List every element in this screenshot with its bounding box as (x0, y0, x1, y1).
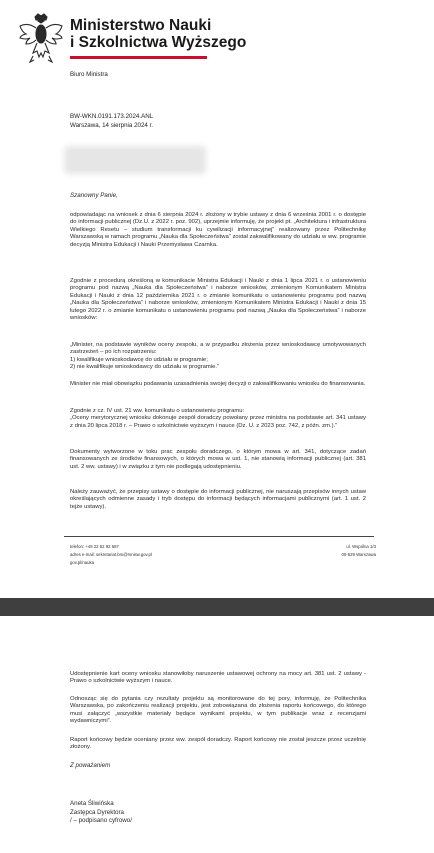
footer-contact (70, 543, 152, 567)
paragraph-text: Minister nie miał obowiązku podawania uzasadnienia swojej decyzji o zakwalifikowaniu wniosku do finansowania. (70, 381, 366, 387)
footer-divider (64, 536, 374, 537)
redacted-recipient-address (64, 146, 206, 174)
footer-website: gov.pl/nauka (70, 560, 95, 565)
list-item: 1) kwalifikuje wnioskodawcę do udziału w programie; (70, 356, 208, 363)
paragraph-text: Należy zauważyć, że przepisy ustawy o dostępie do informacji publicznej, nie naruszają przepisów innych ustaw określających odmienne zasady i tryb dostępu do informacji będących informacjami publicznymi (art. 1 ust. 2 tejże ustawy). (70, 489, 366, 510)
paragraph-procedure (70, 278, 366, 322)
paragraph-text: Odnosząc się do pytania czy rezultaty projektu są monitorowane do tej pory, informuję, że Politechnika Warszawska, po zakończeniu realizacji projektu, jest zobowiązana do złożenia raportu końcowego, do którego musi załączyć „wszystkie materiały będące wynikami projektu, w tym publikacje wraz z recenzjami wydawniczymi”. (70, 695, 366, 725)
ministry-name (70, 17, 246, 51)
salutation: Szanowny Panie, (70, 192, 118, 199)
paragraph-access-law (70, 489, 366, 511)
signature-block (70, 800, 132, 826)
page-separator (0, 598, 434, 616)
letter-page-2 (0, 616, 434, 853)
footer-city: 00-529 Warszawa (341, 552, 376, 557)
reference-number: BW-WKN.0191.173.2024.ANL (70, 113, 154, 120)
paragraph-request-info (70, 212, 366, 249)
footer-email: adres e-mail: sekretariat.bm@mnisw.gov.pl (70, 552, 152, 557)
paragraph-monitoring (70, 690, 366, 731)
paragraph-text: Dokumenty wytworzone w toku prac zespołu doradczego, o którym mowa w art. 341, dotyczące zadań finansowanych ze środków finansowych, o których mowa w ust. 1, nie stanowią informacji publicznej (art. 381 ust. 2 ww. ustawy) i w związku z tym nie podlegają udostępnieniu. (70, 449, 366, 470)
paragraph-text: Raport końcowy będzie oceniany przez ww. zespół doradczy. Raport końcowy nie został jeszcze przez uczelnię złożony. (70, 736, 366, 751)
paragraph-quote-minister (70, 342, 366, 372)
paragraph-text: Zgodnie z procedurą określoną w komunikacie Ministra Edukacji i Nauki z dnia 1 lipca 2021 r. o ustanowieniu programu pod nazwą „Nauka dla Społeczeństwa” i naborze wniosków, zmienionym Komunikatem Ministra Edukacji i Nauki z dnia 12 października 2021 r. o zmianie komunikatu o ustanowieniu programu pod nazwą „Nauka dla Społeczeństwa” i naborze wniosków, zmienionym Komunikatem Ministra Edukacji i Nauki z dnia 15 lutego 2022 r. o zmianie komunikatu o ustanowieniu programu pod nazwą „Nauka dla Społeczeństwa” i naborze wniosków: (70, 278, 366, 322)
footer-phone: telefon: +48 22 52 92 687 (70, 544, 119, 549)
list-item: 2) nie kwalifikuje wnioskodawcy do udziału w programie.” (70, 364, 219, 371)
paragraph-text: Zgodnie z cz. IV ust. 21 ww. komunikatu o ustanowieniu programu: (70, 408, 245, 414)
signer-name: Aneta Śliwińska (70, 800, 114, 807)
reference-block (70, 113, 153, 130)
paragraph-text: „Minister, na podstawie wyników oceny zespołu, a w przypadku złożenia przez wnioskodawcę umotywowanych zastrzeżeń – po ich rozpatrzeniu: (70, 342, 366, 356)
polish-eagle-emblem-icon (18, 12, 64, 68)
paragraph-documents (70, 449, 366, 471)
paragraph-text: Udostępnienie kart oceny wniosku stanowiłoby naruszenie ustawowej ochrony na mocy art. 381 ust. 2 ustawy - Prawo o szkolnictwie wyższym i nauce. (70, 670, 366, 685)
paragraph-no-justification (70, 381, 366, 388)
ministry-name-line2: i Szkolnictwa Wyższego (70, 34, 247, 51)
closing-regards: Z poważaniem (70, 762, 111, 769)
paragraph-text: odpowiadając na wniosek z dnia 6 sierpnia 2024 r. złożony w trybie ustawy z dnia 6 września 2001 r. o dostępie do informacji publicznej (Dz.U. z 2022 r. poz. 902), uprzejmie informuję, że projekt pt. „Architektura i infrastruktura Wielkiego Resetu – studium transformacji ku cywilizacji informacyjnej” realizowany przez Politechnikę Warszawską w ramach programu „Nauka dla Społeczeństwa” został zakwalifikowany do udziału w ww. programie decyzją Ministra Edukacji i Nauki Przemysława Czarnka. (70, 212, 366, 248)
ministry-name-line1: Ministerstwo Nauki (70, 17, 212, 34)
paragraph-part-iv (70, 408, 366, 430)
department-name: Biuro Ministra (70, 71, 108, 78)
footer-street: ul. Wspólna 1/3 (346, 544, 376, 549)
letter-date: Warszawa, 14 sierpnia 2024 r. (70, 121, 153, 129)
brand-underline (70, 56, 207, 59)
digital-signature-note: / – podpisano cyfrowo/ (70, 817, 132, 824)
footer-address (342, 543, 376, 559)
paragraph-quote: „Oceny merytorycznej wniosku dokonuje zespół doradczy powołany przez ministra na podstawie art. 341 ustawy z dnia 20 lipca 2018 r. – Prawo o szkolnictwie wyższym i nauce (Dz. U. z 2023 poz. 742, z późn. zm.).” (70, 415, 366, 429)
signer-position: Zastępca Dyrektora (70, 808, 124, 816)
paragraph-final-report (70, 731, 366, 758)
paragraph-score-cards (70, 665, 366, 692)
